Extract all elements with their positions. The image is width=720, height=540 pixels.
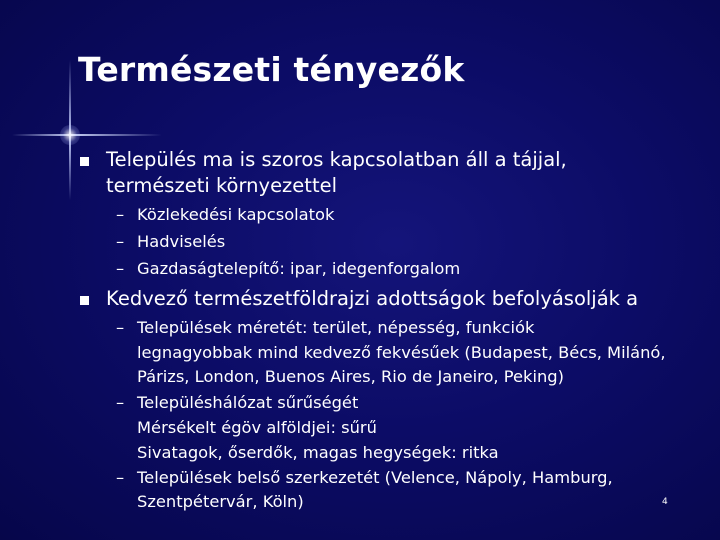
subitem-2-2-line-2: Mérsékelt égöv alföldjei: sűrű (137, 418, 377, 437)
subitem-1-2: Hadviselés (137, 232, 226, 251)
subitem-2-2-line-3: Sivatagok, őserdők, magas hegységek: ritka (137, 443, 499, 462)
dash-bullet-icon: – (116, 232, 125, 251)
dash-bullet-icon: – (116, 468, 125, 487)
square-bullet-icon (80, 296, 89, 305)
subitem-2-1-line-1: Települések méretét: terület, népesség, funkciók (137, 318, 535, 337)
subitem-1-1: Közlekedési kapcsolatok (137, 205, 335, 224)
dash-bullet-icon: – (116, 205, 125, 224)
bullet-2-line-1: Kedvező természetföldrajzi adottságok befolyásolják a (106, 287, 639, 310)
square-bullet-icon (80, 157, 89, 166)
subitem-2-3-line-2: Szentpétervár, Köln) (137, 492, 304, 511)
dash-bullet-icon: – (116, 393, 125, 412)
bullet-1-line-1: Település ma is szoros kapcsolatban áll a tájjal, (106, 148, 567, 171)
subitem-2-1-line-2: legnagyobbak mind kedvező fekvésűek (Budapest, Bécs, Milánó, (137, 343, 666, 362)
page-number: 4 (662, 497, 668, 507)
slide-title: Természeti tényezők (78, 50, 465, 89)
dash-bullet-icon: – (116, 259, 125, 278)
subitem-2-3-line-1: Települések belső szerkezetét (Velence, Nápoly, Hamburg, (137, 468, 613, 487)
subitem-2-2-line-1: Településhálózat sűrűségét (137, 393, 359, 412)
subitem-1-3: Gazdaságtelepítő: ipar, idegenforgalom (137, 259, 461, 278)
decorative-sparkle-icon (60, 125, 80, 145)
subitem-2-1-line-3: Párizs, London, Buenos Aires, Rio de Janeiro, Peking) (137, 367, 564, 386)
bullet-1-line-2: természeti környezettel (106, 174, 338, 197)
dash-bullet-icon: – (116, 318, 125, 337)
decorative-horizontal-line (12, 134, 162, 136)
